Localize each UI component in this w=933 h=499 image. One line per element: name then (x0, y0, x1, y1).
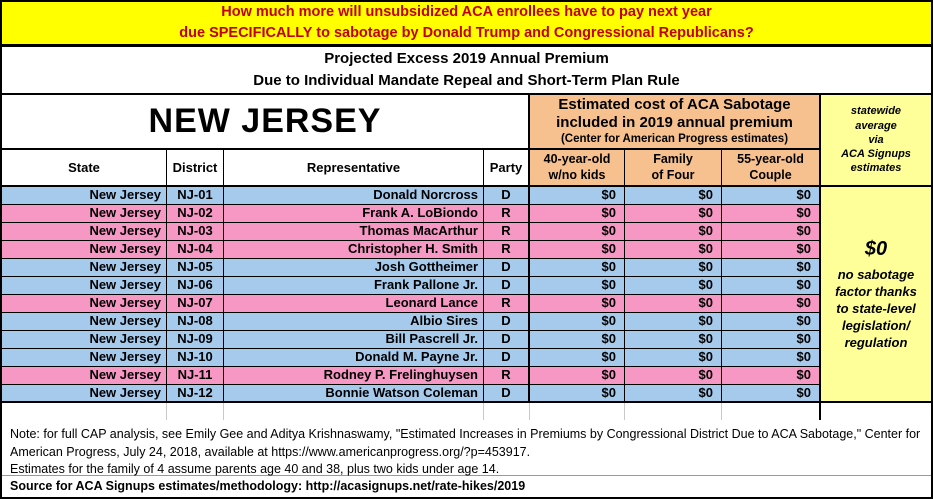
col-header-55yo: 55-year-old Couple (722, 150, 819, 185)
cell-cost-40yo: $0 (530, 367, 625, 384)
cell-party: D (484, 385, 530, 401)
footnotes (2, 420, 931, 476)
cell-district: NJ-06 (167, 277, 224, 294)
cell-cost-55yo: $0 (796, 349, 811, 364)
title-row (2, 95, 819, 150)
cell-representative: Josh Gottheimer (224, 259, 484, 276)
cell-party: D (484, 187, 530, 204)
cell-cost-40yo: $0 (530, 349, 625, 366)
column-header-row (2, 150, 819, 187)
table-row (2, 205, 819, 223)
source-line: Source for ACA Signups estimates/methodology: http://acasignups.net/rate-hikes/2019 (2, 476, 931, 497)
cell-state: New Jersey (2, 241, 167, 258)
headline-banner (2, 2, 931, 47)
cell-cost-40yo: $0 (530, 385, 625, 401)
table-row (2, 331, 819, 349)
headline-line1: How much more will unsubsidized ACA enrollees have to pay next year (221, 4, 712, 21)
cell-cost-55yo: $0 (796, 223, 811, 238)
cell-cost-family: $0 (625, 295, 722, 312)
district-rows (2, 187, 819, 403)
cell-state: New Jersey (2, 223, 167, 240)
cell-cost-55yo: $0 (796, 295, 811, 310)
cell-state: New Jersey (2, 277, 167, 294)
cell-party: D (484, 277, 530, 294)
cell-state: New Jersey (2, 349, 167, 366)
cell-representative: Thomas MacArthur (224, 223, 484, 240)
cell-representative: Donald M. Payne Jr. (224, 349, 484, 366)
cell-cost-family: $0 (625, 367, 722, 384)
cell-cost-family: $0 (625, 205, 722, 222)
cell-cost-55yo: $0 (796, 259, 811, 274)
cell-cost-55yo: $0 (796, 277, 811, 292)
table-region (2, 95, 931, 420)
cell-cost-40yo: $0 (530, 205, 625, 222)
cell-state: New Jersey (2, 187, 167, 204)
state-title: NEW JERSEY (2, 95, 530, 148)
cell-cost-family: $0 (625, 313, 722, 330)
cell-state: New Jersey (2, 367, 167, 384)
cell-district: NJ-03 (167, 223, 224, 240)
cell-party: R (484, 223, 530, 240)
cell-cost-40yo: $0 (530, 259, 625, 276)
cell-district: NJ-02 (167, 205, 224, 222)
cell-party: R (484, 367, 530, 384)
cell-cost-55yo: $0 (796, 331, 811, 346)
table-row (2, 259, 819, 277)
empty-spreadsheet-row (2, 403, 819, 420)
table-row (2, 313, 819, 331)
sabotage-header-line2: included in 2019 annual premium (556, 114, 793, 132)
cell-cost-55yo: $0 (796, 187, 811, 202)
subtitle-line1: Projected Excess 2019 Annual Premium (324, 50, 609, 68)
cell-representative: Bill Pascrell Jr. (224, 331, 484, 348)
cell-state: New Jersey (2, 313, 167, 330)
cell-cost-family: $0 (625, 277, 722, 294)
cell-party: R (484, 295, 530, 312)
cell-district: NJ-07 (167, 295, 224, 312)
cell-cost-40yo: $0 (530, 295, 625, 312)
cell-state: New Jersey (2, 259, 167, 276)
cell-representative: Frank Pallone Jr. (224, 277, 484, 294)
cell-cost-family: $0 (625, 385, 722, 401)
table-row (2, 295, 819, 313)
col-header-district: District (167, 150, 224, 185)
sidebar-empty-cell (821, 403, 931, 420)
cell-cost-40yo: $0 (530, 331, 625, 348)
cell-cost-55yo: $0 (796, 241, 811, 256)
cell-cost-55yo: $0 (796, 313, 811, 328)
table-row (2, 277, 819, 295)
cell-district: NJ-05 (167, 259, 224, 276)
cell-state: New Jersey (2, 295, 167, 312)
cell-cost-40yo: $0 (530, 223, 625, 240)
cell-district: NJ-04 (167, 241, 224, 258)
cap-analysis-note: Note: for full CAP analysis, see Emily Gee and Aditya Krishnaswamy, "Estimated Increases in Premiums by Congressional District Due to ACA Sabotage," Center for American Progress, July 24, 2018, available at https://www.americanprogress.org/?p=453917. (10, 427, 921, 459)
sabotage-header-line3: (Center for American Progress estimates) (560, 133, 789, 146)
statewide-average-sidebar (819, 95, 931, 420)
cell-cost-40yo: $0 (530, 241, 625, 258)
cell-cost-family: $0 (625, 331, 722, 348)
cell-state: New Jersey (2, 385, 167, 401)
subtitle-line2: Due to Individual Mandate Repeal and Short-Term Plan Rule (253, 72, 680, 89)
cell-district: NJ-11 (167, 367, 224, 384)
cell-representative: Albio Sires (224, 313, 484, 330)
cell-cost-55yo: $0 (796, 385, 811, 400)
col-header-family: Family of Four (625, 150, 722, 185)
table-row (2, 241, 819, 259)
cell-cost-40yo: $0 (530, 187, 625, 204)
cell-district: NJ-08 (167, 313, 224, 330)
cell-representative: Christopher H. Smith (224, 241, 484, 258)
table-row (2, 187, 819, 205)
cell-cost-40yo: $0 (530, 277, 625, 294)
cell-cost-family: $0 (625, 241, 722, 258)
family-assumption-note: Estimates for the family of 4 assume parents age 40 and 38, plus two kids under age 14. (10, 462, 500, 476)
sabotage-header-line1: Estimated cost of ACA Sabotage (558, 95, 791, 113)
cell-representative: Donald Norcross (224, 187, 484, 204)
cell-cost-family: $0 (625, 349, 722, 366)
cell-cost-family: $0 (625, 223, 722, 240)
sabotage-cost-header (530, 95, 819, 148)
cell-representative: Leonard Lance (224, 295, 484, 312)
statewide-average-value: $0 no sabotage factor thanks to state-level legislation/ regulation (821, 187, 931, 403)
cell-party: D (484, 313, 530, 330)
cell-party: D (484, 349, 530, 366)
cell-district: NJ-12 (167, 385, 224, 401)
table-row (2, 367, 819, 385)
cell-cost-40yo: $0 (530, 313, 625, 330)
cell-cost-55yo: $0 (796, 205, 811, 220)
cell-cost-family: $0 (625, 187, 722, 204)
statewide-average-amount: $0 (864, 237, 888, 260)
col-header-party: Party (484, 150, 530, 185)
cell-state: New Jersey (2, 205, 167, 222)
cell-district: NJ-09 (167, 331, 224, 348)
cell-representative: Frank A. LoBiondo (224, 205, 484, 222)
cell-district: NJ-01 (167, 187, 224, 204)
cell-party: D (484, 331, 530, 348)
cell-representative: Bonnie Watson Coleman (224, 385, 484, 401)
cell-party: R (484, 241, 530, 258)
cell-representative: Rodney P. Frelinghuysen (224, 367, 484, 384)
cell-party: R (484, 205, 530, 222)
table-row (2, 349, 819, 367)
col-header-40yo: 40-year-old w/no kids (530, 150, 625, 185)
col-header-representative: Representative (224, 150, 484, 185)
subtitle (2, 47, 931, 95)
table-row (2, 223, 819, 241)
cell-state: New Jersey (2, 331, 167, 348)
cell-cost-55yo: $0 (796, 367, 811, 382)
sidebar-header: statewide average via ACA Signups estimates (821, 95, 931, 187)
cell-cost-family: $0 (625, 259, 722, 276)
cell-district: NJ-10 (167, 349, 224, 366)
cell-party: D (484, 259, 530, 276)
table-row (2, 385, 819, 403)
headline-line2: due SPECIFICALLY to sabotage by Donald Trump and Congressional Republicans? (179, 25, 754, 41)
col-header-state: State (2, 150, 167, 185)
